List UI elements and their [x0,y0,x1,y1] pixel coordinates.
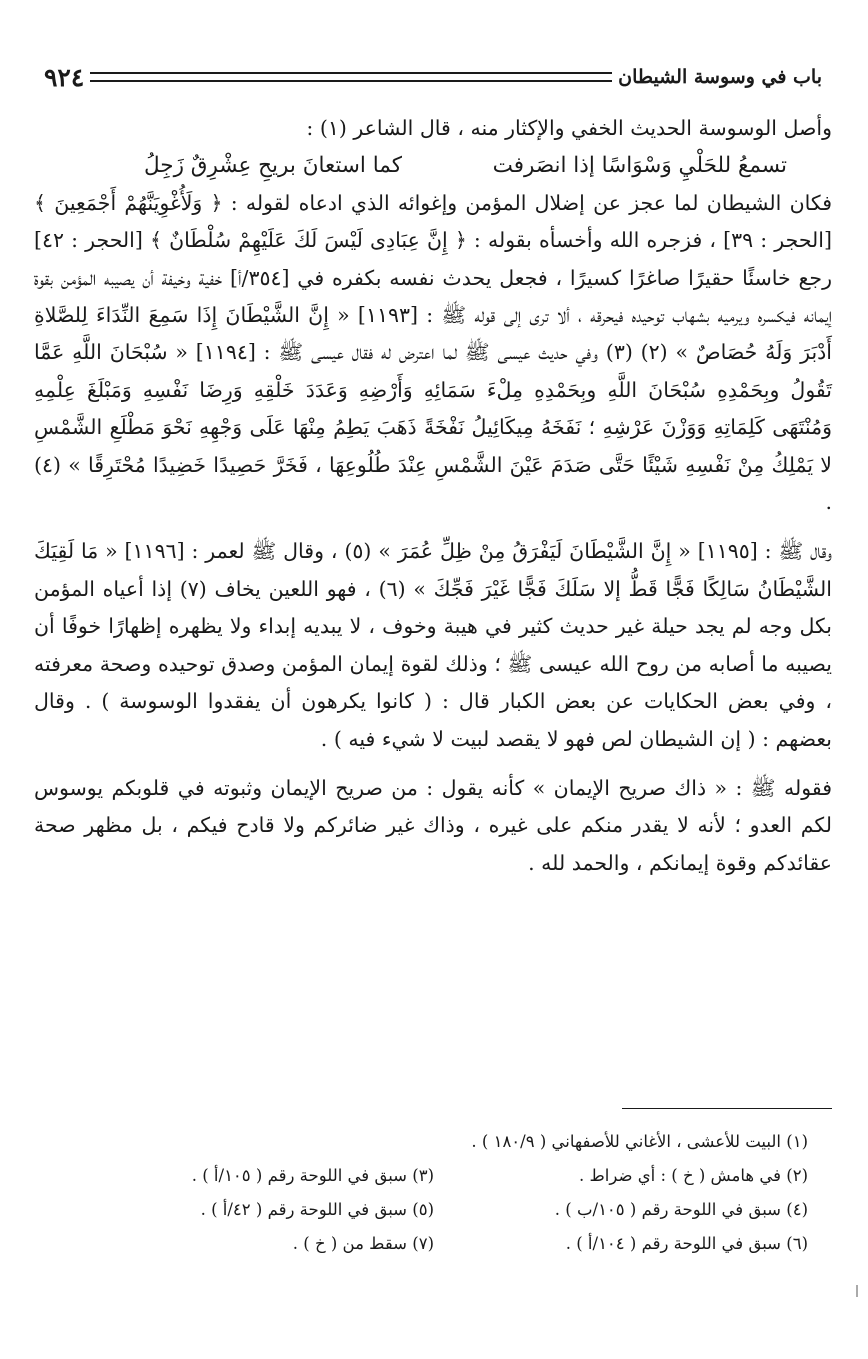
main-text [34,110,832,882]
running-title: باب في وسوسة الشيطان [618,66,822,88]
page-header [38,60,828,94]
footnote-row [60,1159,808,1193]
footnote-row [60,1227,808,1261]
footnote-6: (٦) سبق في اللوحة رقم ( ١٠٤/أ ) . [565,1234,808,1253]
footnote-row [60,1193,808,1227]
paragraph-gap [34,758,832,770]
paragraph-satan-defeat: فكان الشيطان لما عجز عن إضلال المؤمن وإغوائه الذي ادعاه لقوله : ﴿ وَلَأُغْوِيَنَّهُمْ أَجْمَعِينَ ﴾ [الحجر : ٣٩] ، فزجره الله وأخسأه بقوله : ﴿ إِنَّ عِبَادِى لَيْسَ لَكَ عَلَيْهِمْ سُلْطَانٌ ﴾ [الحجر : ٤٢] رجع خاسئًا حقيرًا صاغرًا كسيرًا ، فجعل يحدث نفسه بكفره في [٣٥٤/أ] خفية وخيفة أن يصيبه المؤمن بقوة إيمانه فيكسره ويرميه بشهاب توحيده فيحرقه ، ألا ترى إلى قوله ﷺ : [١١٩٣] « إِنَّ الشَّيْطَانَ إِذَا سَمِعَ النِّدَاءَ لِلصَّلاةِ أَدْبَرَ وَلَهُ حُصَاصٌ » (٢) (٣) وفي حديث عيسى ﷺ لما اعترض له فقال عيسى ﷺ : [١١٩٤] « سُبْحَانَ اللَّهِ عَمَّا تَقُولُ وبِحَمْدِهِ سُبْحَانَ اللَّهِ وبِحَمْدِهِ مِلْءَ سَمَائِهِ وَأَرْضِهِ وَعَدَدَ خَلْقِهِ وَرِضَا نَفْسِهِ وَمَبْلَغَ عِلْمِهِ وَمُنْتَهَى كَلِمَاتِهِ وَوَزْنَ عَرْشِهِ ؛ نَفَخَهُ مِيكَائِيلُ نَفْخَةً ذَهَبَ يَطِمُ مِنْهَا عَلَى وَجْهِهِ نَحْوَ مَطْلَعِ الشَّمْسِ لا يَمْلِكُ مِنْ نَفْسِهِ شَيْئًا حَتَّى صَدَمَ عَيْنَ الشَّمْسِ عِنْدَ طُلُوعِهَا ، فَخَرَّ حَصِيدًا خَضِيدًا مُحْتَرِقًا » (٤) . [34,190,832,515]
footnote-7: (٧) سقط من ( خ ) . [292,1234,434,1253]
paragraph-gap [34,521,832,533]
footnote-separator [622,1108,832,1109]
paragraph-clear-faith: فقوله ﷺ : « ذاك صريح الإيمان » كأنه يقول : من صريح الإيمان وثبوته في قلوبكم يوسوس لكم العدو ؛ لأنه لا يقدر منكم على غيره ، وذاك غير ضائركم ولا قادح فيكم ، بل مظهر صحة عقائدكم وقوة إيمانكم ، والحمد لله . [34,775,832,875]
scan-edge-mark [856,1285,858,1297]
paragraph-umar: وقال ﷺ : [١١٩٥] « إِنَّ الشَّيْطَانَ لَيَفْرَقُ مِنْ ظِلِّ عُمَرَ » (٥) ، وقال ﷺ لعمر : [١١٩٦] « مَا لَقِيَكَ الشَّيْطَانُ سَالِكًا فَجًّا قَطُّ إلا سَلَكَ فَجًّا غَيْرَ فَجِّكَ » (٦) ، فهو اللعين يخاف (٧) إذا أعياه المؤمن بكل وجه لم يجد حيلة غير حديث كثير في هيبة وخوف ، لا يبديه إبداء ولا يظهره إظهارًا خوفًا أن يصيبه ما أصابه من روح الله عيسى ﷺ ؛ وذلك لقوة إيمان المؤمن وصدق توحيده وصحة معرفته ، وفي بعض الحكايات عن بعض الكبار قال : ( كانوا يكرهون أن يفقدوا الوسوسة ) . وقال بعضهم : ( إن الشيطان لص فهو لا يقصد لبيت لا شيء فيه ) . [34,539,832,751]
footnote-1: (١) البيت للأعشى ، الأغاني للأصفهاني ( ١٨٠/٩ ) . [471,1132,808,1151]
footnotes [60,1125,808,1261]
intro-line: وأصل الوسوسة الحديث الخفي والإكثار منه ، قال الشاعر (١) : [306,116,832,140]
verse-second-hemistich: كما استعانَ بريحِ عِشْرِقٌ زَجِلُ [144,153,402,179]
page-number: ٩٢٤ [44,62,85,92]
footnote-2: (٢) في هامش ( خ ) : أي ضراط . [579,1166,808,1185]
footnote-3: (٣) سبق في اللوحة رقم ( ١٠٥/أ ) . [191,1166,434,1185]
poetry-verse [34,147,832,184]
header-double-rule [90,72,612,82]
footnote-5: (٥) سبق في اللوحة رقم ( ٤٢/أ ) . [200,1200,434,1219]
verse-first-hemistich: تسمعُ للحَلْيِ وَسْوَاسًا إذا انصَرفت [492,153,787,179]
footnote-4: (٤) سبق في اللوحة رقم ( ١٠٥/ب ) . [554,1200,808,1219]
